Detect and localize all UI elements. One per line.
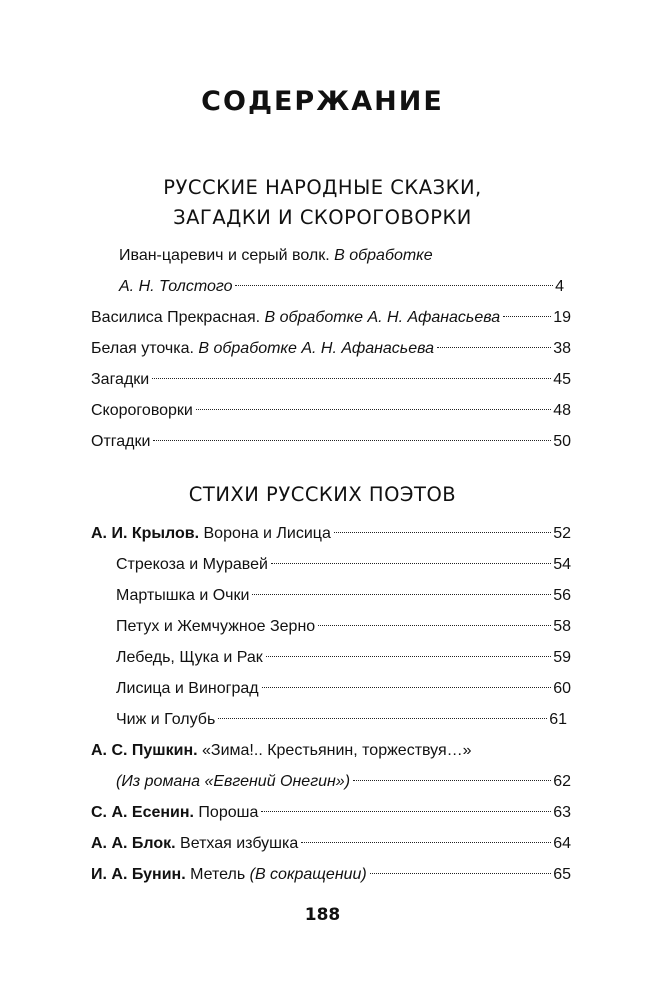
entry-page: 54	[553, 556, 571, 573]
entry-page: 50	[553, 433, 571, 450]
toc-entry	[91, 584, 571, 615]
toc-entry	[91, 368, 571, 399]
entry-title: Метель	[190, 866, 246, 883]
entry-title: Загадки	[91, 371, 150, 388]
dot-leader	[334, 532, 551, 533]
entry-author: И. А. Бунин.	[91, 866, 186, 883]
toc-entry	[91, 430, 571, 461]
dot-leader	[196, 409, 551, 410]
dot-leader	[301, 842, 551, 843]
toc-entry	[91, 677, 571, 708]
toc-entry	[91, 863, 571, 894]
entry-author: А. А. Блок.	[91, 835, 176, 852]
entry-page: 56	[553, 587, 571, 604]
dot-leader	[370, 873, 551, 874]
entry-title: Отгадки	[91, 433, 151, 450]
dot-leader	[353, 780, 551, 781]
entry-page: 19	[553, 309, 571, 326]
dot-leader	[153, 440, 551, 441]
toc-entry	[91, 306, 571, 337]
entry-page: 38	[553, 340, 571, 357]
entry-title: Чиж и Голубь	[116, 711, 216, 728]
toc-entry	[91, 832, 571, 863]
toc-entry	[91, 646, 571, 677]
entry-title: Василиса Прекрасная.	[91, 309, 261, 326]
entry-title: Лебедь, Щука и Рак	[116, 649, 263, 666]
entry-subtitle: (Из романа «Евгений Онегин»)	[116, 773, 351, 790]
entry-title: Стрекоза и Муравей	[116, 556, 268, 573]
dot-leader	[503, 316, 551, 317]
entry-subtitle: В обработке	[334, 247, 433, 264]
entry-page: 48	[553, 402, 571, 419]
entry-title: Скороговорки	[91, 402, 193, 419]
toc-poets	[91, 522, 571, 894]
toc-entry	[91, 801, 571, 832]
entry-author: А. С. Пушкин.	[91, 742, 198, 759]
entry-page: 60	[553, 680, 571, 697]
toc-entry	[91, 553, 571, 584]
section-title-folk-line1: РУССКИЕ НАРОДНЫЕ СКАЗКИ,	[163, 176, 482, 199]
dot-leader	[261, 811, 551, 812]
entry-title: Петух и Жемчужное Зерно	[116, 618, 316, 635]
entry-page: 59	[553, 649, 571, 666]
entry-page: 64	[553, 835, 571, 852]
page-title: СОДЕРЖАНИЕ	[201, 86, 444, 117]
entry-title: Лисица и Виноград	[116, 680, 259, 697]
toc-entry	[91, 399, 571, 430]
toc-folk	[119, 244, 571, 306]
entry-title: Пороша	[198, 804, 259, 821]
entry-title: Белая уточка.	[91, 340, 194, 357]
toc-entry	[119, 275, 571, 306]
dot-leader	[437, 347, 551, 348]
entry-subtitle: (В сокращении)	[249, 866, 367, 883]
entry-author: А. И. Крылов.	[91, 525, 200, 542]
entry-title: «Зима!.. Крестьянин, торжествуя…»	[202, 742, 472, 759]
toc-entry	[91, 770, 571, 801]
entry-subtitle: А. Н. Толстого	[119, 278, 233, 295]
toc-entry	[91, 615, 571, 646]
entry-page: 58	[553, 618, 571, 635]
entry-author: С. А. Есенин.	[91, 804, 194, 821]
entry-subtitle: В обработке А. Н. Афанасьева	[198, 340, 435, 357]
toc-entry	[91, 337, 571, 368]
toc-folk-rest	[91, 306, 571, 461]
dot-leader	[235, 285, 553, 286]
entry-title: Иван-царевич и серый волк.	[119, 247, 330, 264]
entry-subtitle: В обработке А. Н. Афанасьева	[264, 309, 501, 326]
toc-entry	[91, 739, 571, 770]
page-number: 188	[304, 905, 341, 925]
entry-page: 52	[553, 525, 571, 542]
dot-leader	[152, 378, 551, 379]
entry-page: 61	[549, 711, 567, 728]
toc-entry	[119, 244, 571, 275]
toc-entry	[91, 522, 571, 553]
entry-page: 63	[553, 804, 571, 821]
dot-leader	[266, 656, 551, 657]
dot-leader	[252, 594, 551, 595]
entry-title: Ветхая избушка	[180, 835, 299, 852]
entry-page: 45	[553, 371, 571, 388]
dot-leader	[262, 687, 552, 688]
dot-leader	[218, 718, 547, 719]
dot-leader	[271, 563, 551, 564]
dot-leader	[318, 625, 551, 626]
section-title-folk-line2: ЗАГАДКИ И СКОРОГОВОРКИ	[173, 206, 472, 229]
toc-entry	[91, 708, 571, 739]
entry-page: 65	[553, 866, 571, 883]
entry-title: Мартышка и Очки	[116, 587, 250, 604]
entry-title: Ворона и Лисица	[203, 525, 331, 542]
entry-page: 4	[555, 278, 564, 295]
section-title-poets: СТИХИ РУССКИХ ПОЭТОВ	[188, 483, 457, 506]
entry-page: 62	[553, 773, 571, 790]
